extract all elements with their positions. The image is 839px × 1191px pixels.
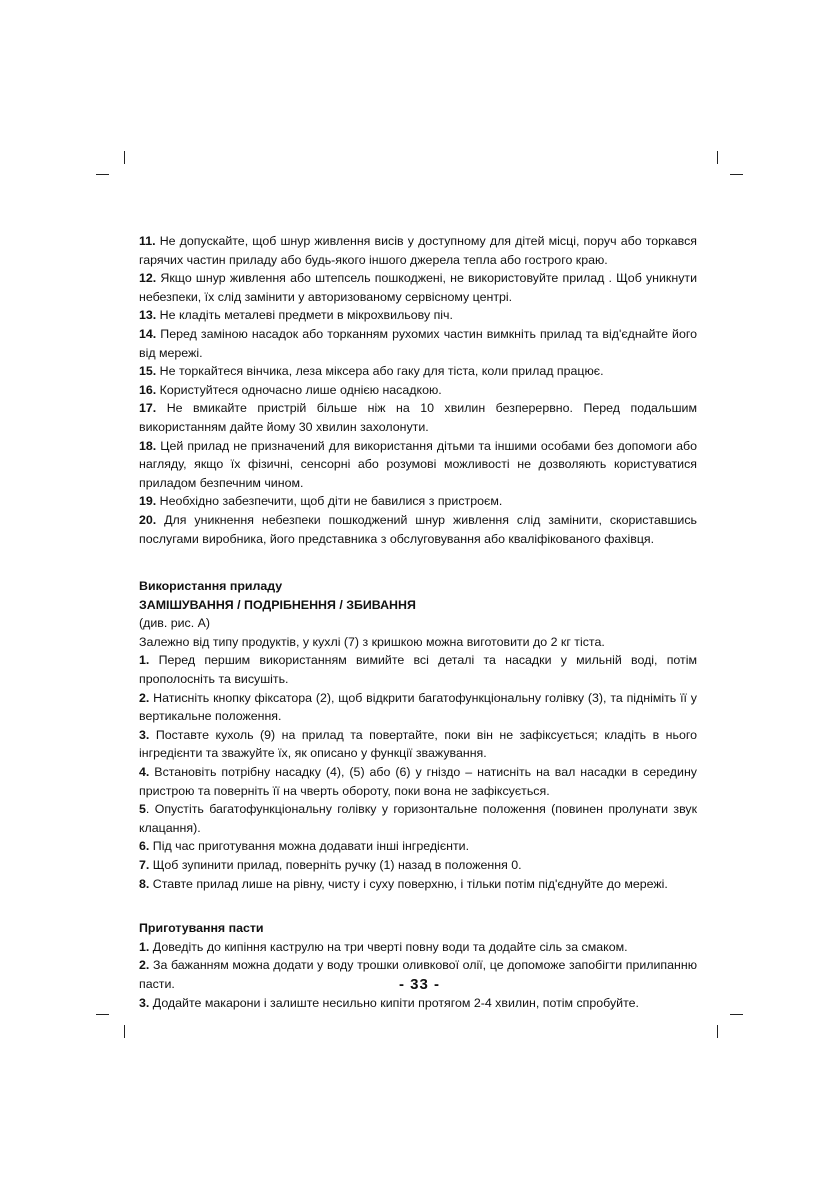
crop-mark-top-right-h: [730, 174, 743, 175]
pasta-step-1: 1. Доведіть до кипіння каструлю на три чверті повну води та додайте сіль за смаком.: [139, 939, 628, 954]
usage-section: [139, 577, 697, 893]
usage-step-3: 3. Поставте кухоль (9) на прилад та повертайте, поки він не зафіксується; кладіть в нього інгредієнти та зважуйте їх, як описано у функції зважування.: [139, 727, 697, 761]
usage-step-2: 2. Натисніть кнопку фіксатора (2), щоб відкрити багатофункціональну голівку (3), та підніміть її у вертикальне положення.: [139, 690, 697, 724]
pasta-section: [139, 919, 697, 1012]
usage-intro: Залежно від типу продуктів, у кухлі (7) з кришкою можна виготовити до 2 кг тіста.: [139, 634, 605, 649]
usage-step-7: 7. Щоб зупинити прилад, поверніть ручку (1) назад в положення 0.: [139, 858, 522, 872]
spacer: [139, 548, 697, 577]
safety-item-15: 15. Не торкайтеся вінчика, леза міксера або гаку для тіста, коли прилад працює.: [139, 364, 604, 379]
usage-step-8: 8. Ставте прилад лише на рівну, чисту і суху поверхню, і тільки потім під'єднуйте до мережі.: [139, 876, 668, 891]
usage-see-figure: (див. рис. А): [139, 616, 211, 631]
page-content: [139, 232, 697, 1012]
safety-item-11: 11. Не допускайте, щоб шнур живлення висів у доступному для дітей місці, поруч або торкався гарячих частин приладу або будь-якого іншого джерела тепла або гострого краю.: [139, 234, 697, 267]
crop-mark-bottom-left-v: [124, 1025, 125, 1038]
safety-item-20: 20. Для уникнення небезпеки пошкоджений шнур живлення слід замінити, скориставшись послугами виробника, його представника з обслуговування або кваліфікованого фахівця.: [139, 512, 697, 546]
crop-mark-top-left-v: [124, 151, 125, 164]
crop-mark-top-left-h: [96, 174, 109, 175]
usage-step-6: 6. Під час приготування можна додавати інші інгредієнти.: [139, 839, 470, 854]
usage-step-1: 1. Перед першим використанням вимийте всі деталі та насадки у мильній воді, потім прополосніть та висушіть.: [139, 653, 697, 687]
safety-list: [139, 232, 697, 548]
crop-mark-bottom-left-h: [96, 1014, 109, 1015]
safety-item-17: 17. Не вмикайте пристрій більше ніж на 10 хвилин безперервно. Перед подальшим використанням дайте йому 30 хвилин захолонути.: [139, 401, 697, 434]
usage-step-5: 5. Опустіть багатофункціональну голівку у горизонтальне положення (повинен пролунати звук клацання).: [139, 802, 697, 835]
crop-mark-top-right-v: [717, 151, 718, 164]
pasta-step-3: 3. Додайте макарони і залиште несильно кипіти протягом 2-4 хвилин, потім спробуйте.: [139, 995, 639, 1010]
safety-item-14: 14. Перед заміною насадок або торканням рухомих частин вимкніть прилад та від'єднайте його від мережі.: [139, 326, 697, 360]
safety-item-12: 12. Якщо шнур живлення або штепсель пошкоджені, не використовуйте прилад . Щоб уникнути небезпеки, їх слід замінити у авторизованому сервісному центрі.: [139, 271, 697, 304]
safety-item-13: 13. Не кладіть металеві предмети в мікрохвильову піч.: [139, 308, 453, 323]
crop-mark-bottom-right-h: [730, 1014, 743, 1015]
safety-item-19: 19. Необхідно забезпечити, щоб діти не бавилися з пристроєм.: [139, 494, 503, 509]
spacer: [139, 893, 697, 919]
usage-title: Використання приладу: [139, 579, 283, 594]
safety-item-16: 16. Користуйтеся одночасно лише однією насадкою.: [139, 382, 442, 397]
usage-step-4: 4. Встановіть потрібну насадку (4), (5) або (6) у гніздо – натисніть на вал насадки в середину пристрою та поверніть її на чверть обороту, поки вона не зафіксується.: [139, 765, 697, 798]
safety-item-18: 18. Цей прилад не призначений для використання дітьми та іншими особами без допомоги або нагляду, якщо їх фізичні, сенсорні або розумові можливості не дозволяють користуватися приладом безпечним чином.: [139, 438, 697, 490]
usage-subtitle: ЗАМІШУВАННЯ / ПОДРІБНЕННЯ / ЗБИВАННЯ: [139, 597, 416, 612]
page-number: - 33 -: [398, 976, 440, 993]
pasta-step-2: 2. За бажанням можна додати у воду трошки оливкової олії, це допоможе запобігти прилипанню пасти.: [139, 958, 697, 991]
pasta-title: Приготування пасти: [139, 921, 264, 936]
crop-mark-bottom-right-v: [717, 1025, 718, 1038]
